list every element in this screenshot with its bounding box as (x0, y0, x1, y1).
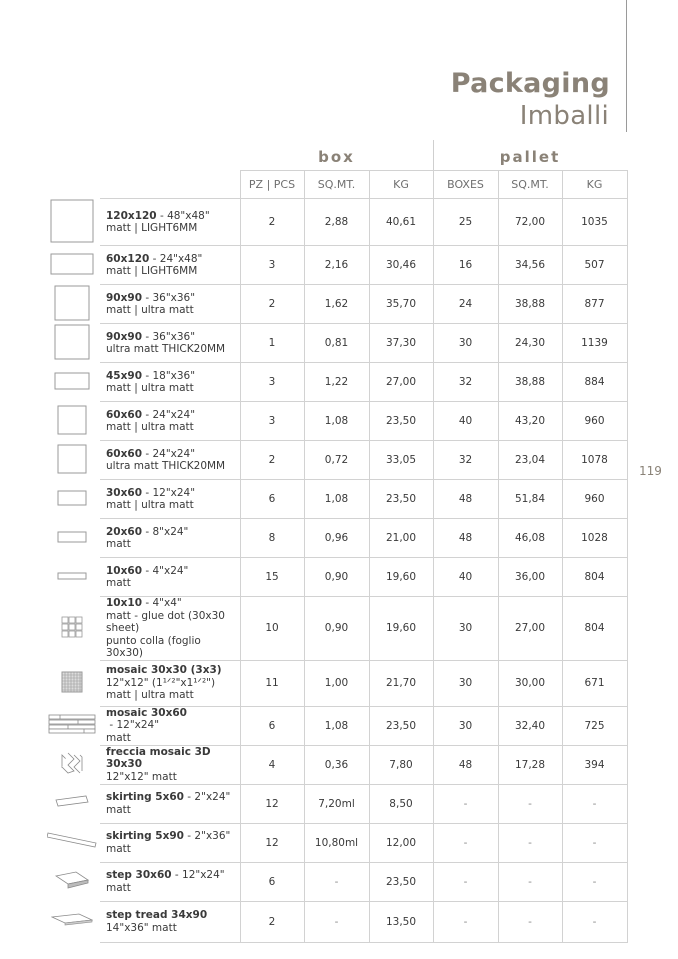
product-name: 20x60 (106, 525, 142, 538)
header-blank (44, 171, 100, 199)
table-row (44, 324, 627, 363)
page-title: Packaging (450, 68, 610, 99)
table-row (44, 363, 627, 402)
table-row (44, 402, 627, 441)
product-name: step tread 34x90 (106, 909, 208, 921)
skirting-icon (55, 795, 89, 812)
product-finish: matt | ultra matt (106, 421, 194, 433)
boxes-value: 32 (433, 363, 498, 402)
chevron-3d-icon (60, 751, 84, 778)
boxes-value: 40 (433, 558, 498, 597)
square-tile-icon (57, 405, 87, 438)
product-description (100, 324, 240, 363)
pcs-value: 2 (240, 441, 304, 480)
pallet-sqmt-value: 34,56 (498, 246, 562, 285)
mosaic-grid-icon (61, 671, 83, 696)
table-row (44, 901, 627, 942)
square-tile-icon (54, 285, 90, 324)
product-description (100, 558, 240, 597)
product-description (100, 441, 240, 480)
box-kg-value: 8,50 (369, 784, 433, 823)
tile-thumbnail-cell (44, 363, 100, 402)
tile-thumbnail-cell (44, 246, 100, 285)
tile-thumbnail-cell (44, 706, 100, 745)
product-name: skirting 5x60 (106, 791, 184, 803)
table-row (44, 285, 627, 324)
box-kg-value: 33,05 (369, 441, 433, 480)
product-description (100, 519, 240, 558)
product-description (100, 285, 240, 324)
boxes-value: 48 (433, 745, 498, 784)
product-finish: 12"x12" (1¹ᐟ²"x1¹ᐟ²") (106, 676, 216, 689)
boxes-value: 30 (433, 597, 498, 661)
tile-thumbnail-cell (44, 519, 100, 558)
pallet-sqmt-value: 32,40 (498, 706, 562, 745)
box-sqmt-value: 0,72 (304, 441, 369, 480)
product-size: - 12"x24" (142, 486, 196, 499)
product-name: 10x10 (106, 597, 142, 609)
product-finish: 14"x36" matt (106, 921, 177, 934)
product-description (100, 862, 240, 901)
tile-thumbnail-cell (44, 199, 100, 246)
product-finish: matt | ultra matt (106, 689, 194, 702)
product-size: - 2"x24" (183, 791, 231, 803)
product-description (100, 745, 240, 784)
product-name: freccia mosaic 3D 30x30 (106, 745, 211, 771)
product-description (100, 597, 240, 661)
product-size: - 36"x36" (142, 330, 196, 343)
box-sqmt-value: 1,22 (304, 363, 369, 402)
pallet-kg-value: 1028 (562, 519, 627, 558)
pallet-sqmt-value: 51,84 (498, 480, 562, 519)
product-finish: ultra matt THICK20MM (106, 460, 226, 472)
boxes-value: 30 (433, 706, 498, 745)
product-size: - 4"x24" (142, 564, 189, 577)
rectangle-tile-icon (57, 490, 87, 509)
box-sqmt-value: 0,96 (304, 519, 369, 558)
box-kg-value: 12,00 (369, 823, 433, 862)
pallet-kg-value: 1139 (562, 324, 627, 363)
grid-3x3-icon (61, 616, 83, 641)
box-kg-value: 30,46 (369, 246, 433, 285)
boxes-value: 40 (433, 402, 498, 441)
col-header-pallet-kg: KG (562, 171, 627, 199)
pallet-sqmt-value: 72,00 (498, 199, 562, 246)
tile-thumbnail-cell (44, 480, 100, 519)
product-finish: ultra matt THICK20MM (106, 343, 226, 355)
margin-rule (626, 0, 627, 132)
product-size: - 24"x24" (142, 408, 196, 421)
tile-thumbnail-cell (44, 402, 100, 441)
product-size: - 24"x24" (142, 447, 196, 460)
pallet-sqmt-value: 23,04 (498, 441, 562, 480)
pcs-value: 11 (240, 660, 304, 706)
boxes-value: - (433, 823, 498, 862)
pcs-value: 12 (240, 823, 304, 862)
product-name: 45x90 (106, 369, 142, 382)
header-blank (100, 171, 240, 199)
box-kg-value: 19,60 (369, 558, 433, 597)
product-finish: matt (106, 538, 131, 550)
table-row (44, 745, 627, 784)
product-name: 60x120 (106, 252, 150, 265)
pcs-value: 4 (240, 745, 304, 784)
box-kg-value: 27,00 (369, 363, 433, 402)
pallet-kg-value: 1078 (562, 441, 627, 480)
product-description (100, 246, 240, 285)
pcs-value: 3 (240, 363, 304, 402)
box-sqmt-value: 10,80ml (304, 823, 369, 862)
box-kg-value: 19,60 (369, 597, 433, 661)
table-row (44, 519, 627, 558)
pallet-kg-value: 804 (562, 597, 627, 661)
product-finish: punto colla (foglio 30x30) (106, 634, 201, 659)
tile-thumbnail-cell (44, 784, 100, 823)
pallet-kg-value: 877 (562, 285, 627, 324)
pallet-kg-value: - (562, 901, 627, 942)
pallet-kg-value: - (562, 823, 627, 862)
product-size: - 48"x48" (156, 209, 210, 222)
product-description (100, 363, 240, 402)
table-row (44, 246, 627, 285)
product-finish: matt (106, 577, 131, 589)
box-sqmt-value: 0,90 (304, 597, 369, 661)
product-finish: matt (106, 731, 131, 744)
boxes-value: - (433, 901, 498, 942)
strip-tile-icon (57, 571, 87, 583)
boxes-value: 48 (433, 480, 498, 519)
tile-thumbnail-cell (44, 862, 100, 901)
box-kg-value: 40,61 (369, 199, 433, 246)
pallet-kg-value: 804 (562, 558, 627, 597)
box-kg-value: 23,50 (369, 706, 433, 745)
product-finish: matt | ultra matt (106, 304, 194, 316)
pallet-sqmt-value: 17,28 (498, 745, 562, 784)
pallet-kg-value: 507 (562, 246, 627, 285)
product-name: mosaic 30x30 (3x3) (106, 664, 222, 677)
page-number: 119 (639, 464, 662, 478)
product-description (100, 480, 240, 519)
product-name: mosaic 30x60 (106, 706, 187, 719)
product-name: 90x90 (106, 330, 142, 343)
pallet-kg-value: - (562, 862, 627, 901)
pallet-kg-value: 394 (562, 745, 627, 784)
product-name: step 30x60 (106, 869, 172, 881)
product-description (100, 660, 240, 706)
pcs-value: 12 (240, 784, 304, 823)
step-tread-icon (51, 912, 93, 931)
product-finish: matt (106, 881, 131, 894)
product-finish: matt - glue dot (30x30 sheet) (106, 609, 225, 634)
pcs-value: 1 (240, 324, 304, 363)
product-name: 60x60 (106, 408, 142, 421)
pallet-sqmt-value: 38,88 (498, 285, 562, 324)
box-kg-value: 21,70 (369, 660, 433, 706)
square-tile-icon (57, 444, 87, 477)
table-row (44, 660, 627, 706)
pcs-value: 15 (240, 558, 304, 597)
box-kg-value: 21,00 (369, 519, 433, 558)
product-size: - 4"x4" (142, 597, 182, 609)
product-name: 120x120 (106, 209, 157, 222)
rectangle-tile-icon (57, 531, 87, 546)
product-finish: matt (106, 842, 131, 855)
boxes-value: 30 (433, 324, 498, 363)
packaging-table (44, 170, 628, 943)
pcs-value: 2 (240, 901, 304, 942)
product-size: - 18"x36" (142, 369, 196, 382)
box-kg-value: 13,50 (369, 901, 433, 942)
box-kg-value: 23,50 (369, 402, 433, 441)
pallet-kg-value: 960 (562, 402, 627, 441)
col-header-boxes: BOXES (433, 171, 498, 199)
tile-thumbnail-cell (44, 285, 100, 324)
pcs-value: 2 (240, 285, 304, 324)
product-name: 30x60 (106, 486, 142, 499)
product-description (100, 901, 240, 942)
box-sqmt-value: 7,20ml (304, 784, 369, 823)
box-sqmt-value: 0,81 (304, 324, 369, 363)
product-description (100, 823, 240, 862)
boxes-value: 30 (433, 660, 498, 706)
square-tile-icon (54, 324, 90, 363)
product-description (100, 706, 240, 745)
product-name: 60x60 (106, 447, 142, 460)
pcs-value: 3 (240, 402, 304, 441)
group-header-pallet: pallet (499, 148, 561, 166)
box-sqmt-value: 2,88 (304, 199, 369, 246)
tile-thumbnail-cell (44, 660, 100, 706)
tile-thumbnail-cell (44, 324, 100, 363)
pallet-kg-value: 725 (562, 706, 627, 745)
table-row (44, 823, 627, 862)
product-size: - 24"x48" (149, 252, 203, 265)
box-sqmt-value: 1,08 (304, 480, 369, 519)
box-sqmt-value: 0,90 (304, 558, 369, 597)
box-sqmt-value: 2,16 (304, 246, 369, 285)
pcs-value: 10 (240, 597, 304, 661)
product-size: - 36"x36" (142, 291, 196, 304)
table-row (44, 480, 627, 519)
table-row (44, 706, 627, 745)
product-finish: 12"x12" matt (106, 770, 177, 783)
pallet-sqmt-value: 38,88 (498, 363, 562, 402)
product-description (100, 402, 240, 441)
table-row (44, 597, 627, 661)
column-header-row (44, 171, 627, 199)
pallet-kg-value: 884 (562, 363, 627, 402)
square-tile-icon (50, 199, 94, 246)
box-sqmt-value: 1,62 (304, 285, 369, 324)
product-description (100, 199, 240, 246)
skirting-long-icon (47, 831, 97, 854)
box-kg-value: 37,30 (369, 324, 433, 363)
product-size: - 2"x36" (183, 830, 231, 842)
pallet-sqmt-value: 27,00 (498, 597, 562, 661)
box-sqmt-value: 1,08 (304, 706, 369, 745)
box-sqmt-value: 0,36 (304, 745, 369, 784)
pallet-sqmt-value: 36,00 (498, 558, 562, 597)
box-sqmt-value: - (304, 862, 369, 901)
pallet-kg-value: 1035 (562, 199, 627, 246)
pallet-sqmt-value: - (498, 823, 562, 862)
col-header-box-kg: KG (369, 171, 433, 199)
box-kg-value: 23,50 (369, 862, 433, 901)
table-row (44, 441, 627, 480)
table-row (44, 558, 627, 597)
product-finish: matt | ultra matt (106, 499, 194, 511)
product-size: - 8"x24" (142, 525, 189, 538)
group-header-box: box (318, 148, 355, 166)
product-name: 10x60 (106, 564, 142, 577)
box-kg-value: 7,80 (369, 745, 433, 784)
rectangle-tile-icon (54, 371, 90, 394)
table-row (44, 862, 627, 901)
box-sqmt-value: 1,00 (304, 660, 369, 706)
page-subtitle: Imballi (519, 101, 609, 131)
tile-thumbnail-cell (44, 558, 100, 597)
pcs-value: 6 (240, 480, 304, 519)
pcs-value: 6 (240, 706, 304, 745)
boxes-value: 25 (433, 199, 498, 246)
product-name: skirting 5x90 (106, 830, 184, 842)
pallet-sqmt-value: - (498, 901, 562, 942)
product-name: 90x90 (106, 291, 142, 304)
boxes-value: 24 (433, 285, 498, 324)
table-row (44, 784, 627, 823)
box-kg-value: 35,70 (369, 285, 433, 324)
boxes-value: 48 (433, 519, 498, 558)
boxes-value: 16 (433, 246, 498, 285)
product-size: - 12"x24" (171, 869, 225, 881)
pcs-value: 8 (240, 519, 304, 558)
pallet-sqmt-value: 24,30 (498, 324, 562, 363)
tile-thumbnail-cell (44, 901, 100, 942)
pallet-kg-value: 960 (562, 480, 627, 519)
pcs-value: 3 (240, 246, 304, 285)
box-sqmt-value: - (304, 901, 369, 942)
box-sqmt-value: 1,08 (304, 402, 369, 441)
pallet-sqmt-value: 46,08 (498, 519, 562, 558)
table-row (44, 199, 627, 246)
step-icon (54, 870, 90, 893)
product-size: - 12"x24" (106, 719, 160, 732)
pcs-value: 6 (240, 862, 304, 901)
tile-thumbnail-cell (44, 597, 100, 661)
mosaic-strips-icon (48, 714, 96, 737)
boxes-value: 32 (433, 441, 498, 480)
box-kg-value: 23,50 (369, 480, 433, 519)
col-header-pallet-sqmt: SQ.MT. (498, 171, 562, 199)
pcs-value: 2 (240, 199, 304, 246)
col-header-pcs: PZ | PCS (240, 171, 304, 199)
boxes-value: - (433, 784, 498, 823)
product-finish: matt | LIGHT6MM (106, 222, 198, 234)
pallet-kg-value: - (562, 784, 627, 823)
product-finish: matt (106, 803, 131, 816)
boxes-value: - (433, 862, 498, 901)
col-header-box-sqmt: SQ.MT. (304, 171, 369, 199)
tile-thumbnail-cell (44, 441, 100, 480)
pallet-sqmt-value: - (498, 784, 562, 823)
tile-thumbnail-cell (44, 745, 100, 784)
tile-thumbnail-cell (44, 823, 100, 862)
pallet-sqmt-value: 43,20 (498, 402, 562, 441)
pallet-sqmt-value: - (498, 862, 562, 901)
rectangle-tile-icon (50, 252, 94, 279)
product-finish: matt | LIGHT6MM (106, 265, 198, 277)
pallet-kg-value: 671 (562, 660, 627, 706)
product-finish: matt | ultra matt (106, 382, 194, 394)
pallet-sqmt-value: 30,00 (498, 660, 562, 706)
product-description (100, 784, 240, 823)
